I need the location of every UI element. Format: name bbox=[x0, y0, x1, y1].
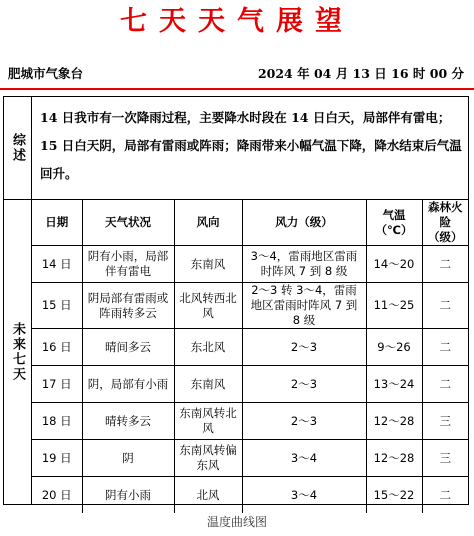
cell-wind-force: 2～3 bbox=[242, 366, 366, 403]
cell-temperature: 13～24 bbox=[366, 366, 422, 403]
cell-fire-risk: 三 bbox=[422, 403, 468, 440]
cell-temperature: 12～28 bbox=[366, 403, 422, 440]
cell-date: 14 日 bbox=[32, 246, 82, 283]
table-row bbox=[32, 246, 468, 283]
summary-label: 综述 bbox=[10, 133, 25, 163]
issuing-organization: 肥城市气象台 bbox=[8, 66, 84, 81]
forecast-label: 未来七天 bbox=[10, 322, 25, 382]
temperature-chart-caption: 温度曲线图 bbox=[206, 515, 267, 529]
cell-fire-risk: 三 bbox=[422, 440, 468, 477]
issue-time: 2024 年 04 月 13 日 16 时 00 分 bbox=[257, 66, 464, 81]
cell-fire-risk: 二 bbox=[422, 329, 468, 366]
cell-weather: 阴，局部有小雨 bbox=[82, 366, 174, 403]
cell-weather: 阴局部有雷雨或阵雨转多云 bbox=[82, 283, 174, 329]
cell-date: 18 日 bbox=[32, 403, 82, 440]
cell-date: 17 日 bbox=[32, 366, 82, 403]
cell-fire-risk: 二 bbox=[422, 246, 468, 283]
cell-wind-direction: 东南风 bbox=[174, 366, 242, 403]
cell-date: 15 日 bbox=[32, 283, 82, 329]
cell-wind-direction: 东南风转北风 bbox=[174, 403, 242, 440]
cell-temperature: 14～20 bbox=[366, 246, 422, 283]
cell-weather: 晴间多云 bbox=[82, 329, 174, 366]
cell-weather: 晴转多云 bbox=[82, 403, 174, 440]
summary-text: 14 日我市有一次降雨过程，主要降水时段在 14 日白天，局部伴有雷电；15 日白天阴，局部有雷雨或阵雨；降雨带来小幅气温下降，降水结束后气温回升。 bbox=[40, 110, 462, 181]
header-weather: 天气状况 bbox=[82, 200, 174, 246]
cell-fire-risk: 二 bbox=[422, 366, 468, 403]
cell-date: 20 日 bbox=[32, 477, 82, 514]
forecast-table bbox=[32, 200, 468, 513]
summary-label-cell bbox=[4, 97, 32, 199]
cell-temperature: 12～28 bbox=[366, 440, 422, 477]
header-fire-risk: 森林火险（级） bbox=[422, 200, 468, 246]
meta-row bbox=[0, 64, 474, 84]
header-temperature: 气温（℃） bbox=[366, 200, 422, 246]
page-title: 七天天气展望 bbox=[120, 6, 354, 37]
header-date: 日期 bbox=[32, 200, 82, 246]
forecast-section bbox=[3, 199, 469, 505]
summary-section bbox=[3, 96, 469, 200]
table-row bbox=[32, 329, 468, 366]
cell-weather: 阴 bbox=[82, 440, 174, 477]
cell-weather: 阴有小雨 bbox=[82, 477, 174, 514]
header-divider bbox=[0, 88, 474, 90]
table-row bbox=[32, 403, 468, 440]
table-row bbox=[32, 366, 468, 403]
table-row bbox=[32, 477, 468, 514]
table-header-row bbox=[32, 200, 468, 246]
cell-wind-force: 3～4，雷雨地区雷雨时阵风 7 到 8 级 bbox=[242, 246, 366, 283]
cell-date: 16 日 bbox=[32, 329, 82, 366]
cell-wind-direction: 东南风 bbox=[174, 246, 242, 283]
cell-wind-force: 2～3 转 3～4，雷雨地区雷雨时阵风 7 到 8 级 bbox=[242, 283, 366, 329]
cell-temperature: 15～22 bbox=[366, 477, 422, 514]
cell-wind-force: 3～4 bbox=[242, 477, 366, 514]
cell-wind-force: 2～3 bbox=[242, 329, 366, 366]
cell-temperature: 9～26 bbox=[366, 329, 422, 366]
cell-temperature: 11～25 bbox=[366, 283, 422, 329]
cell-weather: 阴有小雨，局部伴有雷电 bbox=[82, 246, 174, 283]
cell-wind-force: 2～3 bbox=[242, 403, 366, 440]
cell-fire-risk: 二 bbox=[422, 477, 468, 514]
cell-wind-direction: 北风 bbox=[174, 477, 242, 514]
forecast-table-body bbox=[32, 246, 468, 514]
cell-wind-direction: 东北风 bbox=[174, 329, 242, 366]
table-row bbox=[32, 440, 468, 477]
cell-fire-risk: 二 bbox=[422, 283, 468, 329]
forecast-label-cell bbox=[4, 200, 32, 504]
header-wind-direction: 风向 bbox=[174, 200, 242, 246]
cell-wind-direction: 东南风转偏东风 bbox=[174, 440, 242, 477]
table-row bbox=[32, 283, 468, 329]
cell-wind-force: 3～4 bbox=[242, 440, 366, 477]
header-wind-force: 风力（级） bbox=[242, 200, 366, 246]
cell-date: 19 日 bbox=[32, 440, 82, 477]
cell-wind-direction: 北风转西北风 bbox=[174, 283, 242, 329]
